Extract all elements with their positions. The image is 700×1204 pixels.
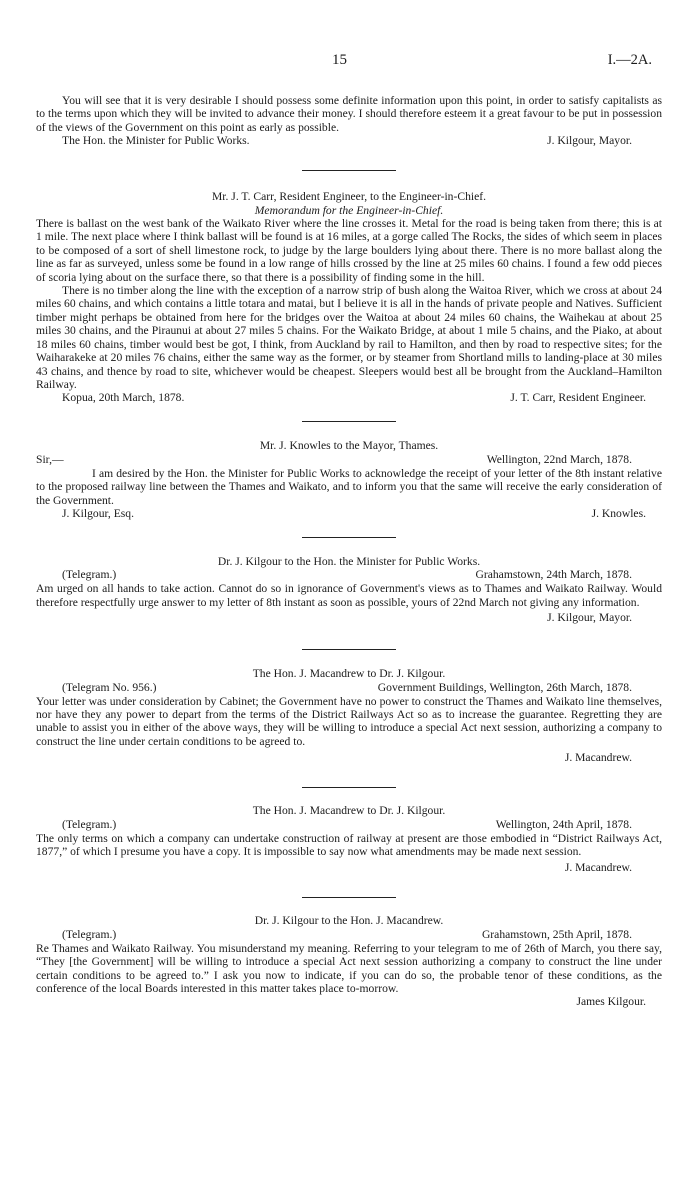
signature-line: [36, 751, 662, 765]
telegram-label: (Telegram.): [62, 568, 117, 582]
place-date: Grahamstown, 25th April, 1878.: [481, 927, 632, 941]
signature: J. Kilgour, Mayor.: [547, 611, 632, 625]
letter-heading: The Hon. J. Macandrew to Dr. J. Kilgour.: [252, 804, 446, 818]
memo-paragraph-timber: There is no timber along the line with the exception of a narrow strip of bush along the Waitoa River, which we cross at about 24 miles 60 chains, and which contains a little totara and matai, but I believe it is all in the hands of private people and Natives. Sufficient timber might perhaps be obtained from here for the bridges over the Waitoa at about 24 miles 60 chains, the Waihekau at about 25 miles 30 chains, and the Piraunui at about 27 miles 5 chains. For the Waikato Bridge, at about 1 mile 5 chains, and the Piako, at about 18 miles 60 chains, timber would best be got, I think, from Auckland by rail to Hamilton, and then by road to respective sites; for the Waiharakeke at 20 miles 76 chains, either the same way as the former, or by steamer from Shortland mills to landing-place at 30 miles 43 chains, and thence by road to site, whichever would be cheapest. Sleepers would best all be brought from the Auckland–Hamilton Railway.: [36, 284, 662, 391]
place-date: Kopua, 20th March, 1878.: [62, 391, 185, 405]
signature-line: [36, 134, 662, 148]
signature-line: [36, 507, 662, 521]
telegram-paragraph: Re Thames and Waikato Railway. You misunderstand my meaning. Referring to your telegram to me of 26th of March, you there say, “They [the Government] will be willing to introduce a special Act next session authorizing a company to construct the line under certain conditions to be agreed to.” I ask you now to indicate, if you can do so, the probable tenor of these conditions, as the conference of the local Boards interested in this matter takes place to-morrow.: [36, 941, 662, 996]
memorandum-subheading: Memorandum for the Engineer-in-Chief.: [254, 203, 444, 217]
letter-heading: Mr. J. T. Carr, Resident Engineer, to the Engineer-in-Chief.: [211, 190, 486, 204]
signature-line: [36, 861, 662, 875]
telegram-label: (Telegram No. 956.): [62, 680, 157, 694]
signature: J. Kilgour, Mayor.: [547, 134, 632, 148]
letter-heading: Dr. J. Kilgour to the Hon. J. Macandrew.: [254, 914, 444, 928]
place-date: Government Buildings, Wellington, 26th March, 1878.: [377, 680, 632, 694]
letter-heading: The Hon. J. Macandrew to Dr. J. Kilgour.: [252, 667, 446, 681]
letter-heading: Dr. J. Kilgour to the Hon. the Minister for Public Works.: [217, 554, 481, 568]
letter-heading: Mr. J. Knowles to the Mayor, Thames.: [259, 439, 439, 453]
telegram-label: (Telegram.): [62, 817, 117, 831]
telegram-line: [36, 681, 662, 695]
place-date: Wellington, 24th April, 1878.: [495, 817, 632, 831]
telegram-line: [36, 818, 662, 832]
salutation-line: [36, 453, 662, 467]
telegram-line: [36, 568, 662, 582]
signature-line: [36, 391, 662, 405]
telegram-paragraph: Your letter was under consideration by Cabinet; the Government have no power to construct the Thames and Waikato line themselves, nor have they any power to depart from the terms of the District Railways Act so as to increase the guarantee. Regretting they are unable to assist you in either of the above ways, they will be willing to introduce a special Act next session, authorizing a company to construct the line under certain conditions to be agreed to.: [36, 694, 662, 748]
page-header: [0, 54, 700, 74]
signature: J. Knowles.: [591, 506, 646, 520]
telegram-label: (Telegram.): [62, 927, 117, 941]
telegram-paragraph: The only terms on which a company can undertake construction of railway at present are those embodied in “District Railways Act, 1877,” of which I presume you have a copy. It is impossible to say now what amendments may be made next session.: [36, 831, 662, 858]
signature-line: [36, 611, 662, 625]
addressee: The Hon. the Minister for Public Works.: [62, 134, 250, 148]
telegram-paragraph: Am urged on all hands to take action. Cannot do so in ignorance of Government's views as to Thames and Waikato Railway. Would therefore respectfully urge answer to my letter of 8th instant as soon as possible, yours of 22nd March not giving any information.: [36, 582, 662, 609]
signature: J. T. Carr, Resident Engineer.: [510, 391, 646, 405]
addressee: J. Kilgour, Esq.: [62, 506, 134, 520]
salutation: Sir,—: [36, 452, 64, 466]
place-date: Grahamstown, 24th March, 1878.: [475, 568, 632, 582]
telegram-line: [36, 928, 662, 942]
place-date: Wellington, 22nd March, 1878.: [486, 452, 632, 466]
page-number: 15: [332, 52, 347, 68]
signature: James Kilgour.: [576, 995, 646, 1009]
signature: J. Macandrew.: [564, 861, 632, 875]
letter-paragraph: I am desired by the Hon. the Minister for Public Works to acknowledge the receipt of your letter of the 8th instant relative to the proposed railway line between the Thames and Waikato, and to inform you that the same will receive the early consideration of the Government.: [36, 466, 662, 507]
page-content: [36, 94, 662, 1009]
memo-paragraph-ballast: There is ballast on the west bank of the Waikato River where the line crosses it. Metal for the road is being taken from there; this is at 1 mile. The next place where I think ballast will be found is at 16 miles, at a gorge called The Rocks, the sides of which seem in places to be composed of a sort of shell limestone rock, to judge by the large boulders lying about there. There is no more ballast along the line as far as surveyed, unless some be found in a low range of hills crossed by the line at 25 miles 60 chains. I found a few odd pieces of scoria lying about on the surface there, so that there is a possibility of finding some in the hill.: [36, 217, 662, 284]
signature: J. Macandrew.: [564, 751, 632, 765]
signature-line: [36, 995, 662, 1009]
letter-paragraph: You will see that it is very desirable I should possess some definite information upon this point, in order to satisfy capitalists as to the terms upon which they will be invited to advance their money. I should therefore esteem it a great favour to be put in possession of the views of the Government on this point as early as possible.: [36, 94, 662, 134]
page-reference: I.—2A.: [607, 52, 652, 68]
